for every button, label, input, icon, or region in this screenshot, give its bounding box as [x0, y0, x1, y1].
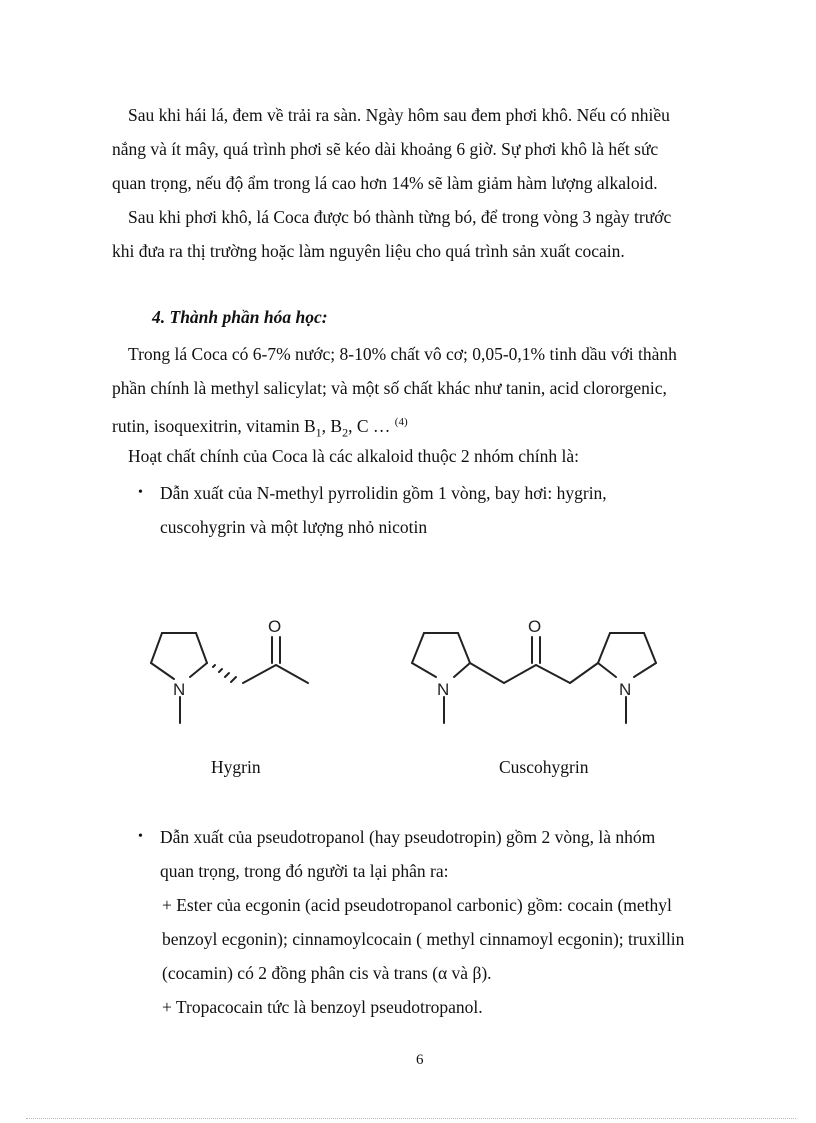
bullet-text-line1: Dẫn xuất của N-methyl pyrrolidin gồm 1 vòng, bay hơi: hygrin,	[160, 483, 607, 503]
section-heading: 4. Thành phần hóa học:	[152, 307, 328, 327]
hygrin-oxygen-label: O	[268, 617, 282, 636]
bullet-dot: •	[138, 485, 143, 500]
hygrin-caption: Hygrin	[211, 757, 261, 777]
paragraph-harvest-line1: Sau khi hái lá, đem về trải ra sàn. Ngày hôm sau đem phơi khô. Nếu có nhiều	[128, 105, 670, 125]
paragraph-harvest-line2: nắng và ít mây, quá trình phơi sẽ kéo dài khoảng 6 giờ. Sự phơi khô là hết sức	[112, 139, 659, 159]
paragraph-drying-line1: Sau khi phơi khô, lá Coca được bó thành từng bó, để trong vòng 3 ngày trước	[128, 207, 672, 227]
ester-line3: (cocamin) có 2 đồng phân cis và trans (α và β).	[162, 963, 492, 983]
hygrin-nitrogen-label: N	[173, 680, 186, 699]
reference-superscript: (4)	[394, 416, 408, 428]
cuscohygrin-left-nitrogen-label: N	[437, 680, 450, 699]
ester-line1: + Ester của ecgonin (acid pseudotropanol carbonic) gồm: cocain (methyl	[162, 895, 672, 915]
composition-line2: phần chính là methyl salicylat; và một số chất khác như tanin, acid clororgenic,	[112, 378, 667, 398]
footer-divider	[26, 1118, 796, 1119]
composition-line3-prefix: rutin, isoquexitrin, vitamin B	[112, 415, 316, 436]
paragraph-harvest-line3: quan trọng, nếu độ ẩm trong lá cao hơn 14% sẽ làm giảm hàm lượng alkaloid.	[112, 173, 658, 193]
bullet-text-line1: Dẫn xuất của pseudotropanol (hay pseudotropin) gồm 2 vòng, là nhóm	[160, 827, 656, 847]
composition-line3-suffix: , C …	[348, 415, 395, 436]
vitamin-b1-subscript: 1	[315, 425, 322, 440]
vitamin-b2-subscript: 2	[342, 425, 349, 440]
tropacocain-line: + Tropacocain tức là benzoyl pseudotropanol.	[162, 997, 483, 1017]
cuscohygrin-right-nitrogen-label: N	[619, 680, 632, 699]
bullet-text-line2: cuscohygrin và một lượng nhỏ nicotin	[160, 517, 428, 537]
active-ingredients-intro: Hoạt chất chính của Coca là các alkaloid thuộc 2 nhóm chính là:	[128, 446, 579, 466]
composition-line1: Trong lá Coca có 6-7% nước; 8-10% chất vô cơ; 0,05-0,1% tinh dầu với thành	[128, 344, 677, 364]
bullet-dot: •	[138, 829, 143, 844]
cuscohygrin-caption: Cuscohygrin	[499, 757, 589, 777]
paragraph-drying-line2: khi đưa ra thị trường hoặc làm nguyên liệu cho quá trình sản xuất cocain.	[112, 241, 625, 261]
page-number: 6	[416, 1052, 424, 1068]
ester-line2: benzoyl ecgonin); cinnamoylcocain ( methyl cinnamoyl ecgonin); truxillin	[162, 929, 685, 949]
vitamin-separator: , B	[321, 415, 343, 436]
bullet-text-line2: quan trọng, trong đó người ta lại phân ra:	[160, 861, 449, 881]
cuscohygrin-oxygen-label: O	[528, 617, 542, 636]
cuscohygrin-structure	[400, 605, 670, 735]
hygrin-structure	[140, 605, 320, 735]
